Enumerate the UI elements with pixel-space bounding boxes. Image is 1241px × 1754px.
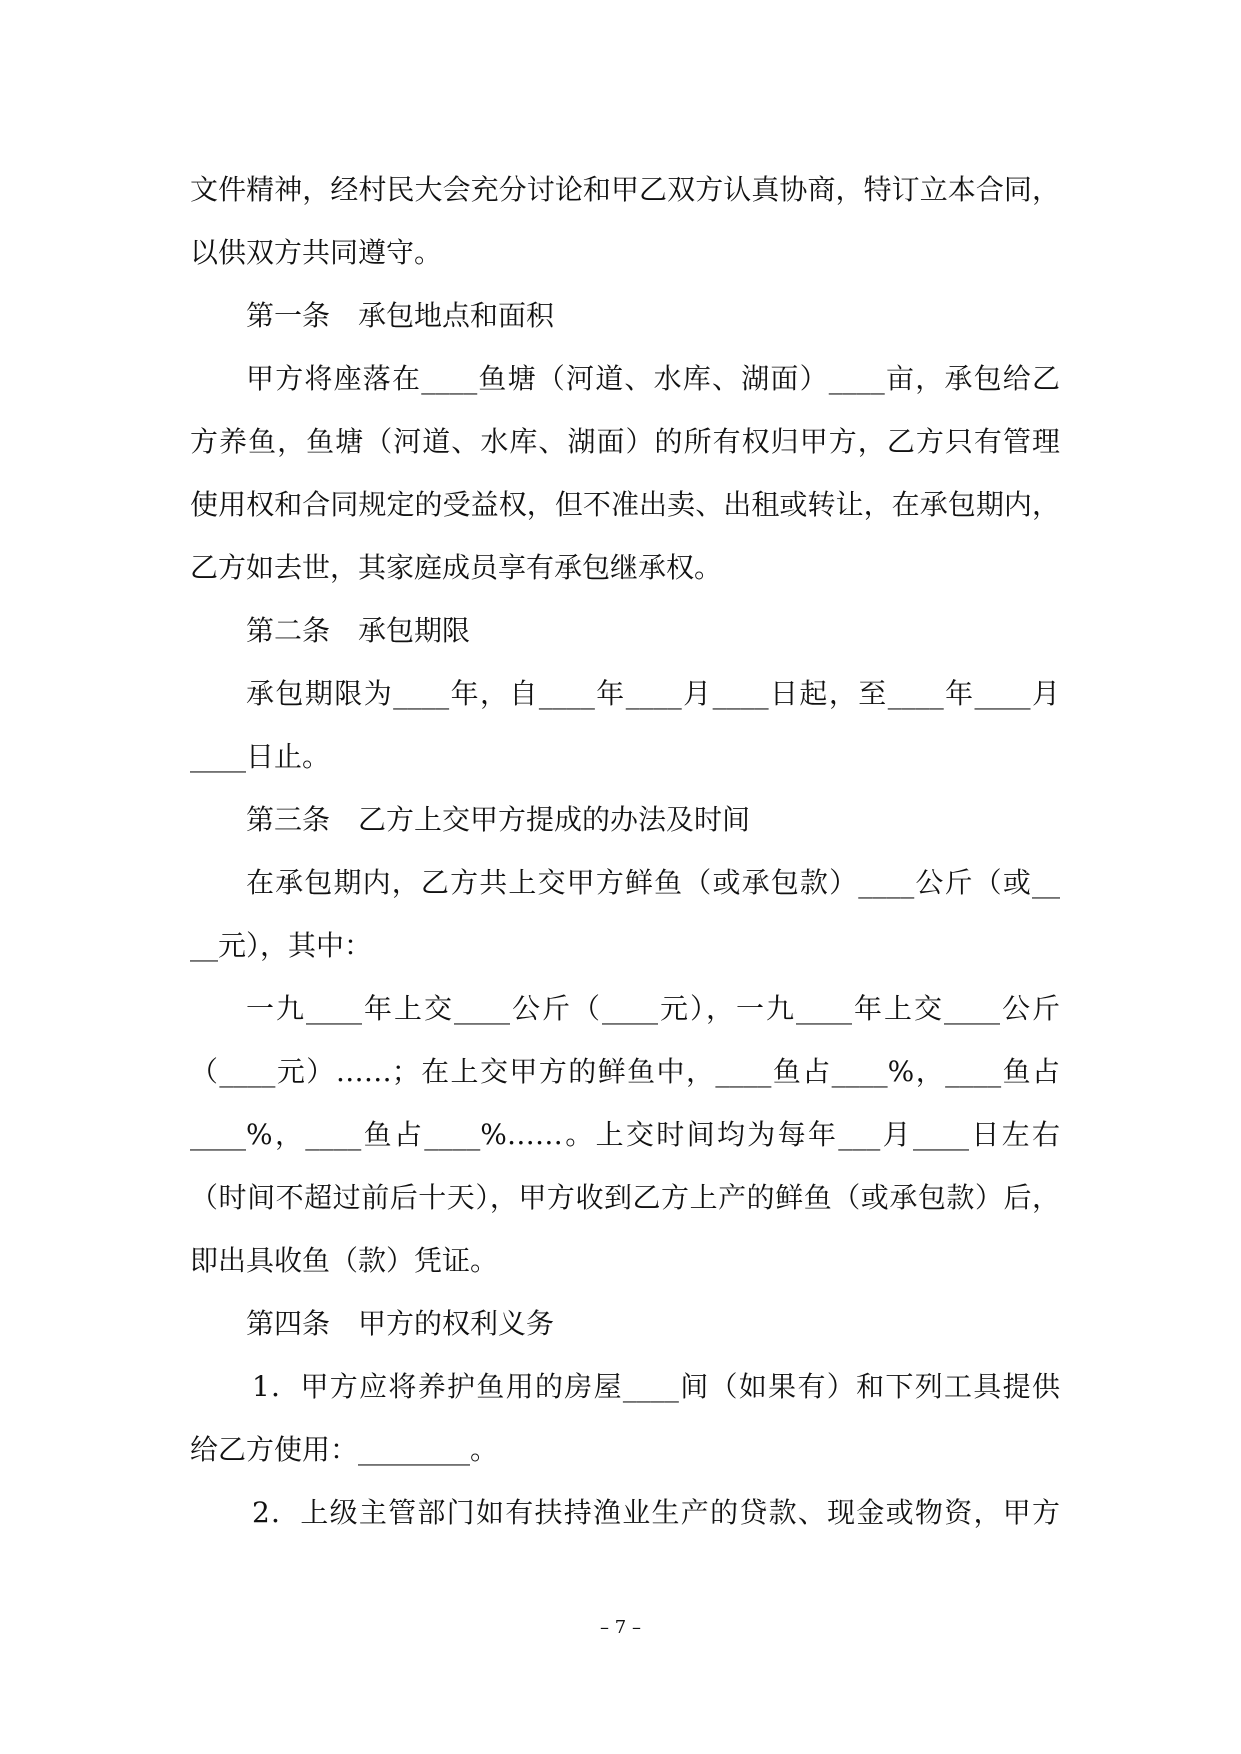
text-line: 2．上级主管部门如有扶持渔业生产的贷款、现金或物资，甲方: [252, 1496, 1060, 1529]
text-line: __元），其中：: [190, 929, 373, 962]
text-line: 以供双方共同遵守。: [190, 236, 443, 269]
text-line: 给乙方使用：________。: [190, 1433, 499, 1466]
text-line: ____%，____鱼占____%……。上交时间均为每年___月____日左右: [190, 1118, 1060, 1151]
text-line: （时间不超过前后十天），甲方收到乙方上产的鲜鱼（或承包款）后，: [190, 1181, 1060, 1214]
article-heading: 第一条 承包地点和面积: [246, 299, 555, 332]
text-line: 方养鱼，鱼塘（河道、水库、湖面）的所有权归甲方，乙方只有管理: [190, 425, 1060, 458]
page-number: – 7 –: [600, 1617, 641, 1638]
article-heading: 第四条 甲方的权利义务: [246, 1307, 555, 1340]
text-line: 使用权和合同规定的受益权，但不准出卖、出租或转让，在承包期内，: [190, 488, 1060, 521]
article-heading: 第三条 乙方上交甲方提成的办法及时间: [246, 803, 751, 836]
article-heading: 第二条 承包期限: [246, 614, 471, 647]
text-line: 甲方将座落在____鱼塘（河道、水库、湖面）____亩，承包给乙: [246, 362, 1060, 395]
text-line: 乙方如去世，其家庭成员享有承包继承权。: [190, 551, 723, 584]
document-body: [190, 158, 1060, 1544]
text-line: ____日止。: [190, 740, 331, 773]
text-line: 1．甲方应将养护鱼用的房屋____间（如果有）和下列工具提供: [252, 1370, 1060, 1403]
text-line: （____元）……；在上交甲方的鲜鱼中，____鱼占____%，____鱼占: [190, 1055, 1060, 1088]
text-line: 文件精神，经村民大会充分讨论和甲乙双方认真协商，特订立本合同，: [190, 173, 1060, 206]
text-line: 在承包期内，乙方共上交甲方鲜鱼（或承包款）____公斤（或__: [246, 866, 1060, 899]
text-line: 即出具收鱼（款）凭证。: [190, 1244, 499, 1277]
text-line: 一九____年上交____公斤（____元），一九____年上交____公斤: [246, 992, 1060, 1025]
text-line: 承包期限为____年，自____年____月____日起，至____年____月: [246, 677, 1060, 710]
